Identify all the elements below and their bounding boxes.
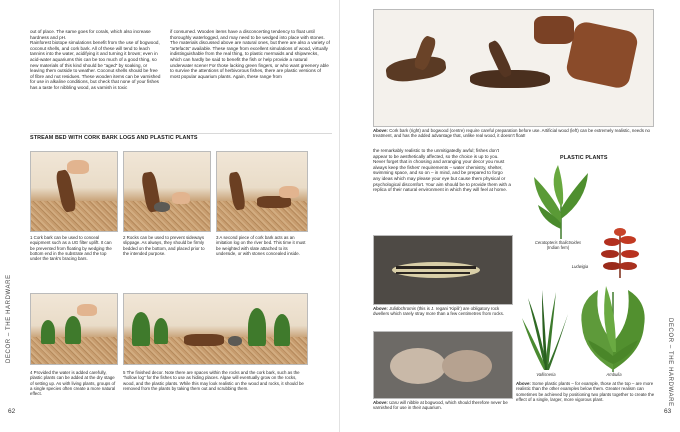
plants-caption-text: Some plastic plants – for example, those at the top – are more realistic than the other examples below them. Greater realism can sometimes be achieved by positioning two plants together to create the effect of a single, larger, more vigorous plant. xyxy=(516,381,655,402)
plants-caption xyxy=(516,381,656,402)
vallisneria-label: Vallisneria xyxy=(536,372,556,377)
right-body-text: the remarkably realistic to the unmitigatedly awful; fishes don't appear to be aesthetically affected, so the choice is up to you. Never forget that in choosing and arranging your decor you must always keep the fishes' requirements – water chemistry, shelter, swimming space, and so on – in mind, and be prepared to forgo any ideas which may please your eye but cause them physical or psychological discomfort. Your aim should be to provide them with a replica of their natural environment in which they will feel at home. xyxy=(373,148,511,193)
uaru-photo xyxy=(373,331,513,399)
julido-caption-text: (this is J. regani ‘Kipili’) are obligatory rock dwellers which rarely stray more than a few centimetres from rocks. xyxy=(373,306,505,317)
step2-caption: 2 Rocks can be used to prevent sideways slippage. As always, they should be firmly bedded on the bottom, and placed prior to the intended purpose. xyxy=(123,235,205,256)
step4-photo xyxy=(30,293,118,365)
plastic-plants-heading: PLASTIC PLANTS xyxy=(560,155,608,161)
julido-caption-species: Julidochromis xyxy=(389,306,416,311)
wood-caption xyxy=(373,128,656,139)
julido-caption-lead: Above: xyxy=(373,306,388,311)
wood-caption-lead: Above: xyxy=(373,128,388,133)
ludwigia-label: Ludwigia xyxy=(571,264,589,269)
left-page-number: 62 xyxy=(8,408,16,415)
vallisneria-plant xyxy=(520,288,570,370)
left-col2-text: if consumed. Wooden items have a disconcerting tendency to float until thoroughly waterlogged, and may need to be wedged into place with stones. The materials discussed above are natural ones, but there are also a variety of “artefacts” available. These range from excellent simulations of wood, virtually indistinguishable from the real thing, to plastic mermaids and shipwrecks, which can hardly be said to benefit the fish or help provide a natural underwater scene! For those lacking green fingers, or who want greenery able to survive the attentions of herbivorous fishes, there are plastic versions of most popular aquarium plants. Again, these range from xyxy=(170,29,330,79)
ceratopteris-common-name: (Indian fern) xyxy=(546,245,570,250)
wood-caption-text: Cork bark (right) and bogwood (centre) require careful preparation before use. Artificial wood (left) can be extremely realistic, needs no treatment, and has the added advantage that, unlike real wood, it doesn't float! xyxy=(373,128,650,139)
julidochromis-caption xyxy=(373,306,511,317)
ambulia-label: Ambulia xyxy=(606,372,622,377)
ceratopteris-name: Ceratopteris thalictroides xyxy=(534,240,582,245)
plants-caption-lead: Above: xyxy=(516,381,531,386)
step2-photo xyxy=(123,151,211,232)
uaru-caption-text: will nibble at bogwood, which should therefore never be varnished for use in their aquarium. xyxy=(373,400,508,411)
step3-caption: 3 A second piece of cork bark acts as an imitation log on the river bed. This time it must be weighted with slate attached to its underside, or with stones concealed inside. xyxy=(216,235,306,256)
step3-photo xyxy=(216,151,308,232)
step1-photo xyxy=(30,151,118,232)
uaru-caption xyxy=(373,400,511,411)
section-heading: STREAM BED WITH CORK BARK LOGS AND PLASTIC PLANTS xyxy=(30,135,198,141)
heading-rule xyxy=(30,133,332,134)
wood-samples-photo xyxy=(373,9,654,127)
step4-caption: 4 Provided the water is added carefully, plastic plants can be added at the dry stage of setting up. As with living plants, groups of a single species often create a more natural effect. xyxy=(30,370,116,397)
ceratopteris-label xyxy=(520,240,596,250)
step5-photo xyxy=(123,293,308,365)
ceratopteris-plant xyxy=(530,163,592,239)
left-col1-text: out of place. The same goes for corals, which also increase hardness and pH. Rainforest biotope simulations benefit from the use of bogwood, coconut shells, and cork bark. All of these will tend to leach tannins into the water, acidifying it and turning it brown; even in acid-water aquariums this can be too much of a good thing, so new materials of this kind should be “aged” by soaking, or leaving them outside to weather. Coconut shells should be free of fibre and nut residues. These wooden items can be varnished for use in alkaline conditions, but check that none of your fishes has a taste for nibbling wood, as varnish is toxic xyxy=(30,29,161,90)
left-running-head: DECOR – THE HARDWARE xyxy=(6,274,12,363)
julidochromis-photo xyxy=(373,235,513,305)
right-page-number: 63 xyxy=(664,408,672,415)
ambulia-plant xyxy=(574,282,652,372)
uaru-caption-lead: Above: xyxy=(373,400,388,405)
spine-divider xyxy=(339,0,340,432)
step1-caption: 1 Cork bark can be used to conceal equipment such as a UG filter uplift. It can be prevented from floating by wedging the bottom end in the substrate and the top under the tank's bracing bars. xyxy=(30,235,112,262)
ludwigia-plant xyxy=(598,226,642,278)
uaru-caption-species: Uaru xyxy=(389,400,399,405)
right-running-head: DECOR – THE HARDWARE xyxy=(667,318,673,407)
step5-caption: 5 The finished decor. Note there are spaces within the rocks and the cork bark, such as the “hollow log” for the fishes to use as hiding places. Algae will eventually grow on the rocks, wood, and the plastic plants. While this may look realistic on the wood and rocks, it should be removed from the plants by taking them out and scrubbing them. xyxy=(123,370,304,391)
